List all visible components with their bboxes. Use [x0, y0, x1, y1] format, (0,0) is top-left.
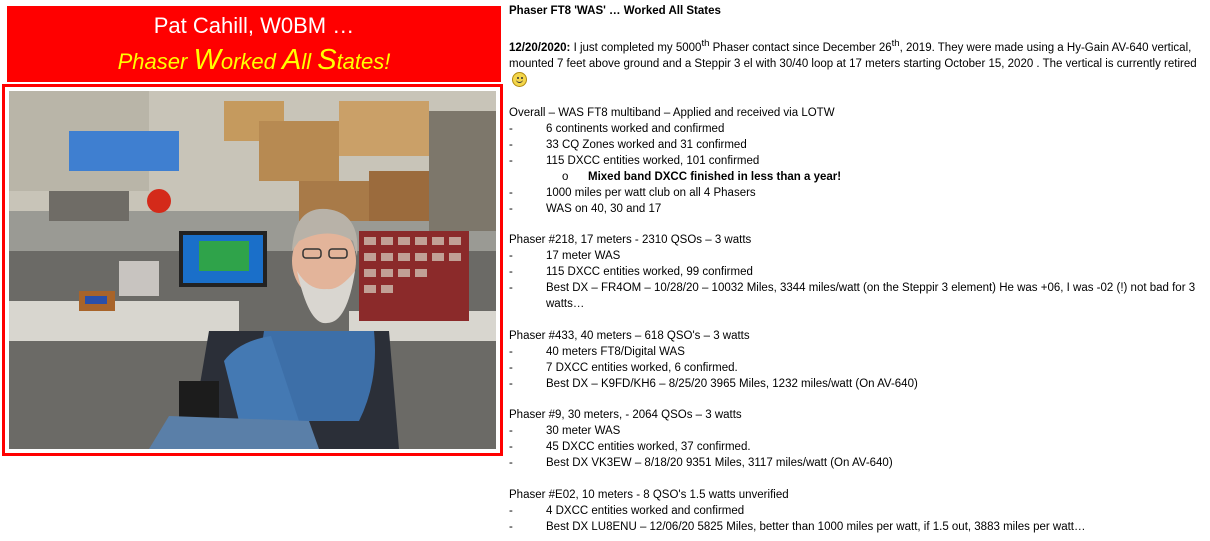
list-item-text: 115 DXCC entities worked, 99 confirmed: [546, 266, 753, 279]
tagline-segment: Phaser: [117, 49, 194, 74]
section-heading: Phaser #E02, 10 meters - 8 QSO's 1.5 watts unverified: [509, 488, 789, 501]
station-photo: [2, 84, 503, 456]
list-item-text: Best DX – FR4OM – 10/28/20 – 10032 Miles, 3344 miles/watt (on the Steppir 3 element) He was +06, I was -02 (!) not bad for 3 watts…: [546, 282, 1196, 311]
document-text: [509, 4, 1203, 536]
list-item: [509, 122, 1203, 138]
list-item-text: 6 continents worked and confirmed: [546, 123, 725, 136]
bullet-dash: -: [509, 282, 513, 295]
superscript: th: [891, 37, 900, 49]
bullet-dash: -: [509, 250, 513, 263]
sub-bullet-marker: o: [562, 170, 569, 183]
bullet-dash: -: [509, 139, 513, 152]
section-heading: Phaser #433, 40 meters – 618 QSO's – 3 watts: [509, 329, 750, 342]
bullet-dash: -: [509, 425, 513, 438]
list-item: [509, 265, 1203, 281]
bullet-dash: -: [509, 154, 513, 167]
list-item: [509, 504, 1203, 520]
banner-name: Pat Cahill, W0BM …: [153, 13, 355, 38]
list-item-text: 7 DXCC entities worked, 6 confirmed.: [546, 361, 738, 374]
bullet-dash: -: [509, 202, 513, 215]
bullet-dash: -: [509, 457, 513, 470]
list-item-text: 45 DXCC entities worked, 37 confirmed.: [546, 441, 751, 454]
intro-text: I just completed my 5000: [570, 41, 702, 54]
bullet-dash: -: [509, 377, 513, 390]
list-item-text: 33 CQ Zones worked and 31 confirmed: [546, 139, 747, 152]
list-item-text: 4 DXCC entities worked and confirmed: [546, 504, 745, 517]
list-item-text: 115 DXCC entities worked, 101 confirmed: [546, 154, 760, 167]
bullet-dash: -: [509, 123, 513, 136]
intro-paragraph: [509, 36, 1203, 91]
list-item: [509, 520, 1203, 536]
sections-container: [509, 90, 1203, 535]
tagline-segment: S: [317, 44, 337, 76]
list-item: [509, 345, 1203, 361]
bullet-dash: -: [509, 520, 513, 533]
section-heading: Phaser #9, 30 meters, - 2064 QSOs – 3 watts: [509, 409, 742, 422]
list-item: [509, 154, 1203, 170]
list-item-text: Best DX – K9FD/KH6 – 8/25/20 3965 Miles, 1232 miles/watt (On AV-640): [546, 377, 918, 390]
list-item-text: Best DX VK3EW – 8/18/20 9351 Miles, 3117 miles/watt (On AV-640): [546, 457, 893, 470]
bullet-dash: -: [509, 361, 513, 374]
list-item-text: Best DX LU8ENU – 12/06/20 5825 Miles, better than 1000 miles per watt, if 1.5 out, 3883 miles per watt…: [546, 520, 1086, 533]
intro-text: , 2019. They were made using a Hy-Gain AV-640 vertical, mounted 7 feet above ground and a Steppir 3 el with 30/40 loop at 17 meters starting October 15, 2020 . The vertical is currently retired: [509, 41, 1197, 70]
list-item-text: WAS on 40, 30 and 17: [546, 202, 662, 215]
bullet-dash: -: [509, 345, 513, 358]
smiley-emoji-icon: [512, 72, 527, 87]
list-item: [509, 249, 1203, 265]
bullet-dash: -: [509, 186, 513, 199]
sub-list-item: [509, 170, 1203, 186]
list-item: [509, 456, 1203, 472]
list-item: [509, 202, 1203, 218]
document-title: Phaser FT8 'WAS' … Worked All States: [509, 5, 721, 17]
section-heading: Overall – WAS FT8 multiband – Applied and received via LOTW: [509, 107, 835, 120]
banner-tagline: [7, 40, 501, 77]
operator-photo-illustration: [9, 91, 496, 449]
bullet-dash: -: [509, 441, 513, 454]
intro-date: 12/20/2020:: [509, 41, 571, 54]
bullet-dash: -: [509, 266, 513, 279]
tagline-segment: A: [281, 44, 302, 76]
list-item: [509, 361, 1203, 377]
section-heading: Phaser #218, 17 meters - 2310 QSOs – 3 watts: [509, 234, 752, 247]
list-item-text: 1000 miles per watt club on all 4 Phasers: [546, 186, 756, 199]
list-item: [509, 440, 1203, 456]
list-item: [509, 138, 1203, 154]
intro-text: Phaser contact since December 26: [709, 41, 892, 54]
list-item-text: 17 meter WAS: [546, 250, 621, 263]
list-item: [509, 281, 1203, 313]
list-item: [509, 377, 1203, 393]
list-item: [509, 186, 1203, 202]
tagline-segment: tates!: [336, 49, 391, 74]
list-item-text: 30 meter WAS: [546, 425, 621, 438]
list-item-text: Mixed band DXCC finished in less than a year!: [588, 170, 842, 183]
list-item: [509, 424, 1203, 440]
tagline-segment: orked: [220, 49, 282, 74]
tagline-segment: ll: [301, 49, 318, 74]
tagline-segment: W: [193, 44, 221, 76]
title-banner: [7, 6, 501, 82]
bullet-dash: -: [509, 504, 513, 517]
list-item-text: 40 meters FT8/Digital WAS: [546, 345, 685, 358]
superscript: th: [701, 37, 710, 49]
